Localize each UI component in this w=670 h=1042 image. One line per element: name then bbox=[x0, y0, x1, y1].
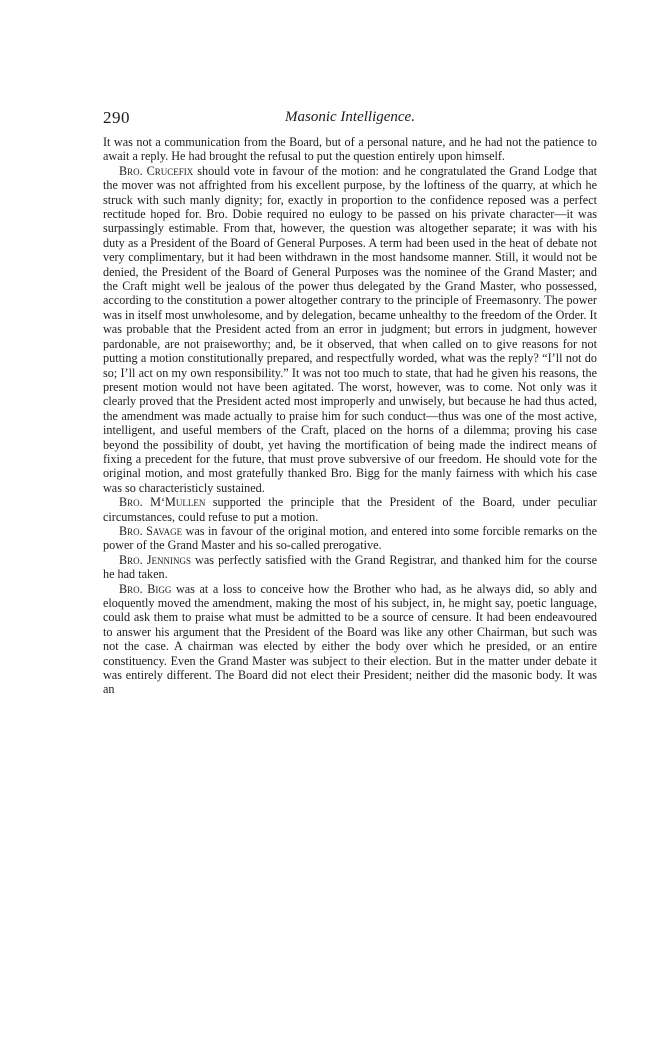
body-text bbox=[103, 135, 597, 697]
speaker-name: Bro. M‘Mullen bbox=[119, 495, 206, 510]
paragraph-text: supported the principle that the President of the Board, under peculiar circumstances, could refuse to put a motion. bbox=[103, 495, 597, 524]
paragraph-bigg bbox=[103, 582, 597, 697]
paragraph-continuation bbox=[103, 135, 597, 164]
page-header bbox=[103, 108, 597, 132]
paragraph-jennings bbox=[103, 553, 597, 582]
paragraph-crucefix bbox=[103, 164, 597, 495]
page-number: 290 bbox=[103, 108, 130, 127]
running-title: Masonic Intelligence. bbox=[285, 109, 415, 125]
paragraph-savage bbox=[103, 524, 597, 553]
document-page bbox=[103, 108, 597, 697]
speaker-name: Bro. Jennings bbox=[119, 552, 191, 567]
paragraph-text: was in favour of the original motion, and entered into some forcible remarks on the power of the Grand Master and his so-called prerogative. bbox=[103, 523, 597, 553]
speaker-name: Bro. Crucefix bbox=[119, 163, 194, 178]
paragraph-text: was perfectly satisfied with the Grand Registrar, and thanked him for the course he had taken. bbox=[103, 552, 597, 582]
paragraph-mmullen bbox=[103, 495, 597, 524]
paragraph-text: It was not a communication from the Board, but of a personal nature, and he had not the patience to await a reply. He had brought the refusal to put the question entirely upon himself. bbox=[103, 135, 597, 164]
speaker-name: Bro. Savage bbox=[119, 523, 183, 538]
paragraph-text: was at a loss to conceive how the Brother who had, as he always did, so ably and eloquently moved the amendment, making the most of his subject, in, he might say, poetic language, could ask them to praise what must be admitted to be a source of censure. It had been endeavoured to answer his argument that the President of the Board was like any other Chairman, but such was not the case. A chairman was elected by either the body over which he presided, or an entire constituency. Even the Grand Master was subject to their election. But in the matter under debate it was entirely different. The Board did not elect their President; neither did the masonic body. It was an bbox=[103, 581, 597, 697]
paragraph-text: should vote in favour of the motion: and he congratulated the Grand Lodge that the mover was not affrighted from his excellent purpose, by the loftiness of the quarry, at which he struck with such manly dignity; for, exactly in proportion to the confidence reposed was a perfect rectitude hoped for. Bro. Dobie required no eulogy to be passed on his private character—it was surpassingly estimable. From that, however, the question was altogether separate; it was with his duty as a President of the Board of General Purposes. A term had been used in the heat of debate not very complimentary, but it had been withdrawn in the most handsome manner. Still, it would not be denied, the President of the Board of General Purposes was the nominee of the Grand Master; and the Craft might well be jealous of the power thus delegated by the Grand Master, who possessed, according to the constitution a power altogether contrary to the principle of Freemasonry. The power was in itself most unwholesome, and by delegation, became unhealthy to the freedom of the Order. It was probable that the President acted from an error in judgment; but errors in judgment, however pardonable, are not praiseworthy; and, be it observed, that when called on to give reasons for not putting a motion constitutionally prepared, and respectfully worded, what was the reply? “I’ll not do so; I’ll act on my own responsibility.” It was not too much to state, that had he given his reasons, the present motion would not have been agitated. The worst, however, was to come. Not only was it clearly proved that the President acted most improperly and unwisely, but because he had thus acted, the amendment was made actually to praise him for such conduct—thus was one of the most active, intelligent, and useful members of the Craft, placed on the horns of a dilemma; proving his case beyond the possibility of doubt, yet having the mortification of being made the indirect means of fixing a precedent for the future, that must prove subversive of our freedom. He should vote for the original motion, and most gratefully thanked Bro. Bigg for the manly fairness with which his case was so characteristicly sustained. bbox=[103, 163, 597, 495]
speaker-name: Bro. Bigg bbox=[119, 581, 172, 596]
